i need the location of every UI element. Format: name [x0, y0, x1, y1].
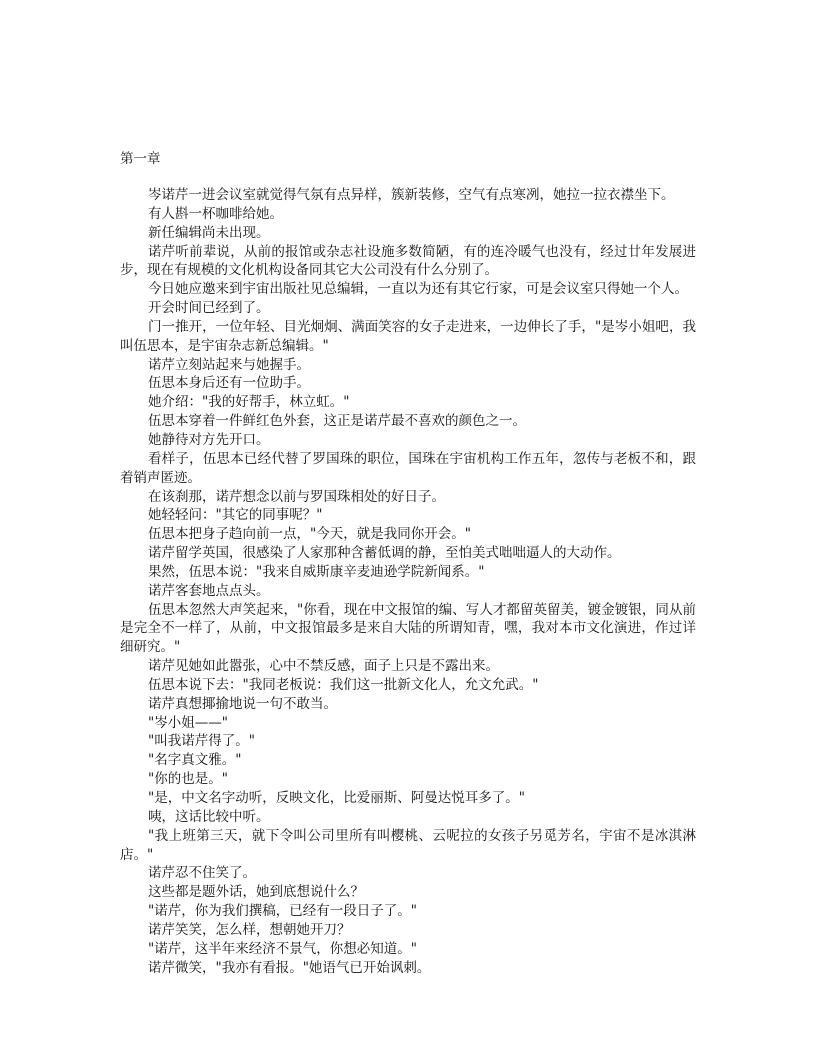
- paragraph: 她介绍："我的好帮手，林立虹。": [148, 394, 350, 411]
- paragraph: 今日她应邀来到宇宙出版社见总编辑，一直以为还有其它行家，可是会议室只得她一个人。: [148, 281, 688, 298]
- paragraph: 伍思本穿着一件鲜红色外套，这正是诺芹最不喜欢的颜色之一。: [148, 413, 526, 430]
- paragraph: 在该刹那，诺芹想念以前与罗国珠相处的好日子。: [148, 488, 445, 505]
- paragraph: 看样子，伍思本已经代替了罗国珠的职位，国珠在宇宙机构工作五年，忽传与老板不和，跟着销声匿迹。: [120, 450, 696, 486]
- paragraph: 这些都是题外话，她到底想说什么？: [148, 884, 364, 901]
- paragraph: 诺芹留学英国，很感染了人家那种含蓄低调的静，至怕美式咄咄逼人的大动作。: [148, 545, 621, 562]
- paragraph: "我上班第三天，就下令叫公司里所有叫樱桃、云呢拉的女孩子另觅芳名，宇宙不是冰淇淋店。": [120, 827, 696, 863]
- paragraph: 岑诺芹一进会议室就觉得气氛有点异样，簇新装修，空气有点寒冽，她拉一拉衣襟坐下。: [148, 187, 675, 203]
- paragraph: 果然，伍思本说："我来自威斯康辛麦迪逊学院新闻系。": [148, 563, 485, 580]
- paragraph: "是，中文名字动听，反映文化，比爱丽斯、阿曼达悦耳多了。": [148, 790, 525, 806]
- paragraph: 诺芹微笑，"我亦有看报。"她语气已开始讽刺。: [148, 959, 431, 976]
- paragraph: "诺芹，这半年来经济不景气，你想必知道。": [148, 940, 417, 957]
- paragraph: 诺芹见她如此嚣张，心中不禁反感，面子上只是不露出来。: [148, 658, 499, 675]
- paragraph: 伍思本把身子趋向前一点，"今天，就是我同你开会。": [148, 526, 471, 543]
- paragraph: 诺芹客套地点点头。: [148, 582, 270, 599]
- paragraph: 伍思本忽然大声笑起来，"你看，现在中文报馆的编、写人才都留英留美，镀金镀银，同从前是完全不一样了，从前，中文报馆最多是来自大陆的所谓知青，嘿，我对本市文化演进，作过详细研究。": [120, 601, 696, 656]
- paragraph: "岑小姐——": [148, 714, 228, 731]
- paragraph: 新任编辑尚未出现。: [148, 224, 270, 241]
- body-text: [120, 186, 696, 977]
- paragraph: 有人斟一杯咖啡给她。: [148, 205, 283, 222]
- paragraph: 她静待对方先开口。: [148, 431, 270, 448]
- paragraph: "诺芹，你为我们撰稿，已经有一段日子了。": [148, 903, 417, 920]
- paragraph: 门一推开，一位年轻、目光炯炯、满面笑容的女子走进来，一边伸长了手，"是岑小姐吧，我叫伍思本，是宇宙杂志新总编辑。": [120, 318, 696, 354]
- paragraph: 咦，这话比较中听。: [148, 808, 270, 825]
- paragraph: 开会时间已经到了。: [148, 300, 270, 317]
- paragraph: 诺芹忍不住笑了。: [148, 865, 256, 882]
- paragraph: "你的也是。": [148, 771, 228, 788]
- paragraph: "名字真文雅。": [148, 752, 242, 769]
- paragraph: 伍思本说下去："我同老板说：我们这一批新文化人，允文允武。": [148, 676, 539, 693]
- chapter-title: 第一章: [120, 151, 161, 167]
- paragraph: 她轻轻问："其它的同事呢？": [148, 507, 323, 524]
- paragraph: 伍思本身后还有一位助手。: [148, 375, 310, 392]
- paragraph: 诺芹立刻站起来与她握手。: [148, 356, 310, 373]
- paragraph: 诺芹听前辈说，从前的报馆或杂志社设施多数简陋，有的连冷暖气也没有，经过廿年发展进步，现在有规模的文化机构设备同其它大公司没有什么分别了。: [120, 243, 696, 279]
- paragraph: 诺芹真想揶揄地说一句不敢当。: [148, 695, 337, 712]
- paragraph: "叫我诺芹得了。": [148, 733, 255, 750]
- paragraph: 诺芹笑笑，怎么样，想朝她开刀？: [148, 921, 351, 938]
